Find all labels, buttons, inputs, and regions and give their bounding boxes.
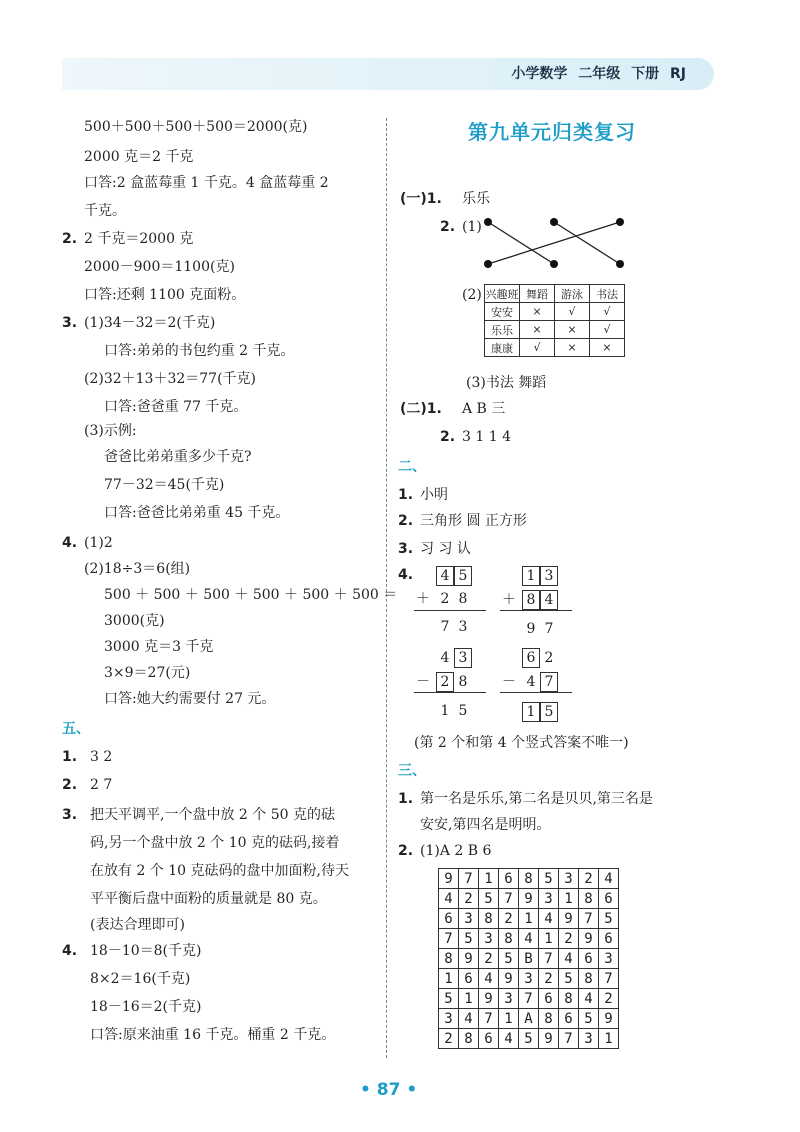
match-dot — [616, 260, 624, 268]
grid-cell: 8 — [559, 989, 579, 1009]
grid-cell: 8 — [479, 909, 499, 929]
vertical-calc-2 — [500, 566, 558, 638]
grid-cell: 7 — [559, 1029, 579, 1049]
grid-cell: 3 — [539, 889, 559, 909]
table-cell: 乐乐 — [485, 321, 520, 339]
table-header-cell: 兴趣班 — [485, 285, 520, 303]
section-heading: 五、 — [62, 721, 90, 737]
table-cell: √ — [555, 303, 590, 321]
digit: 4 — [440, 650, 450, 666]
answer-line: 习 习 认 — [420, 541, 471, 557]
grid-cell: 2 — [459, 889, 479, 909]
answer-line: 3 2 — [90, 749, 113, 765]
item-number: 2. — [62, 777, 78, 793]
grid-cell: 2 — [479, 949, 499, 969]
table-cell: 安安 — [485, 303, 520, 321]
answer-line: 在放有 2 个 10 克砝码的盘中加面粉,待天 — [90, 863, 349, 879]
grid-cell: 7 — [499, 889, 519, 909]
grid-cell: 7 — [539, 949, 559, 969]
grid-cell: 7 — [599, 969, 619, 989]
digit: 9 — [526, 621, 536, 637]
grid-cell: 1 — [519, 909, 539, 929]
answer-line: 把天平调平,一个盘中放 2 个 50 克的砝 — [90, 807, 335, 823]
answer-line: (1)2 — [84, 535, 113, 551]
answer-line: (1)34－32＝2(千克) — [84, 315, 216, 331]
item-number: 2. — [62, 231, 78, 247]
grid-cell: 6 — [439, 909, 459, 929]
answer-line: (1) — [462, 219, 482, 235]
grid-cell: 8 — [519, 869, 539, 889]
answer-line: A B 三 — [462, 401, 506, 417]
note-line: (第 2 个和第 4 个竖式答案不唯一) — [414, 735, 629, 751]
page-header — [62, 58, 714, 90]
item-number: 3. — [62, 315, 78, 331]
grid-cell: 9 — [439, 869, 459, 889]
item-number: 2. — [440, 429, 456, 445]
answer-line: (3)示例: — [84, 423, 137, 439]
digit-box: 7 — [540, 672, 558, 692]
calc-rule — [414, 692, 486, 693]
grid-cell: 9 — [479, 989, 499, 1009]
table-cell: × — [590, 339, 625, 357]
table-header-cell: 书法 — [590, 285, 625, 303]
grid-cell: 2 — [439, 1029, 459, 1049]
answer-line: 三角形 圆 正方形 — [420, 513, 527, 529]
grid-cell: 8 — [539, 1009, 559, 1029]
grid-cell: 7 — [579, 909, 599, 929]
answer-line: 口答:弟弟的书包约重 2 千克。 — [104, 343, 295, 359]
grid-cell: 7 — [519, 989, 539, 1009]
grid-cell: 6 — [479, 1029, 499, 1049]
answer-line: 码,另一个盘中放 2 个 10 克的砝码,接着 — [90, 835, 340, 851]
grid-cell: 3 — [599, 949, 619, 969]
grid-cell: 7 — [439, 929, 459, 949]
digit: 1 — [440, 703, 450, 719]
calc-rule — [414, 610, 486, 611]
grid-cell: 9 — [559, 909, 579, 929]
answer-line: 8×2＝16(千克) — [90, 971, 191, 987]
answer-line: 第一名是乐乐,第二名是贝贝,第三名是 — [420, 791, 653, 807]
grid-cell: 8 — [439, 949, 459, 969]
grid-cell: 5 — [519, 1029, 539, 1049]
grid-cell: 7 — [459, 869, 479, 889]
digit: 2 — [544, 650, 554, 666]
grid-cell: 8 — [459, 1029, 479, 1049]
vertical-calc-1 — [414, 566, 472, 636]
grid-cell: 6 — [499, 869, 519, 889]
answer-line: 3×9＝27(元) — [104, 665, 191, 681]
answer-line: 口答:原来油重 16 千克。桶重 2 千克。 — [90, 1027, 336, 1043]
table-header-cell: 游泳 — [555, 285, 590, 303]
grid-cell: 1 — [539, 929, 559, 949]
grid-cell: 6 — [599, 929, 619, 949]
item-number: 1. — [62, 749, 78, 765]
digit: 7 — [440, 619, 450, 635]
grid-cell: B — [519, 949, 539, 969]
table-cell: 康康 — [485, 339, 520, 357]
answer-line: 18－10＝8(千克) — [90, 943, 202, 959]
grid-cell: 2 — [539, 969, 559, 989]
operator: ＋ — [416, 591, 430, 607]
answer-line: 18－16＝2(千克) — [90, 999, 202, 1015]
grid-cell: 4 — [479, 969, 499, 989]
answer-line: 2000 克＝2 千克 — [84, 149, 194, 165]
answer-line: (3)书法 舞蹈 — [466, 375, 547, 391]
answer-line: 口答:爸爸比弟弟重 45 千克。 — [104, 505, 290, 521]
item-number: 2. — [398, 843, 414, 859]
grid-cell: 6 — [559, 1009, 579, 1029]
grid-cell: 6 — [539, 989, 559, 1009]
grid-cell: 9 — [459, 949, 479, 969]
grid-cell: 4 — [599, 869, 619, 889]
grid-cell: 3 — [559, 869, 579, 889]
grid-cell: 5 — [559, 969, 579, 989]
answer-line: 77－32＝45(千克) — [104, 477, 225, 493]
grid-cell: 6 — [579, 949, 599, 969]
answer-line: 口答:爸爸重 77 千克。 — [104, 399, 248, 415]
table-cell: × — [555, 321, 590, 339]
interest-class-table — [484, 284, 625, 357]
item-number: 2. — [398, 513, 414, 529]
grid-cell: 9 — [499, 969, 519, 989]
digit: 8 — [458, 591, 468, 607]
item-number: (一)1. — [400, 191, 442, 207]
digit-box: 4 — [436, 566, 454, 586]
matching-lines-diagram — [480, 214, 630, 272]
section-heading: 三、 — [398, 763, 426, 779]
operator: ＋ — [502, 592, 516, 608]
grid-cell: 2 — [559, 929, 579, 949]
digit-box: 5 — [454, 566, 472, 586]
answer-line: (2) — [462, 287, 482, 303]
answer-line: 2 千克＝2000 克 — [84, 231, 194, 247]
grid-cell: 4 — [559, 949, 579, 969]
grid-cell: 5 — [479, 889, 499, 909]
match-dot — [616, 218, 624, 226]
answer-line: 500＋500＋500＋500＝2000(克) — [84, 119, 308, 135]
item-number: 1. — [398, 487, 414, 503]
vertical-calc-3 — [414, 648, 472, 720]
answer-line: 2000－900＝1100(克) — [84, 259, 235, 275]
grid-cell: 3 — [439, 1009, 459, 1029]
grid-cell: 9 — [539, 1029, 559, 1049]
digit-box: 3 — [540, 566, 558, 586]
grid-cell: 4 — [579, 989, 599, 1009]
grid-cell: 4 — [459, 1009, 479, 1029]
operator: － — [416, 674, 430, 690]
grid-cell: 1 — [499, 1009, 519, 1029]
table-cell: × — [520, 321, 555, 339]
answer-line: 2 7 — [90, 777, 113, 793]
grid-cell: 1 — [439, 969, 459, 989]
table-cell: √ — [590, 303, 625, 321]
digit-box: 5 — [540, 702, 558, 722]
digit: 7 — [544, 621, 554, 637]
item-number: 4. — [62, 535, 78, 551]
match-line — [488, 222, 620, 264]
answer-line: 小明 — [420, 487, 448, 503]
digit-box: 1 — [522, 702, 540, 722]
item-number: 4. — [62, 943, 78, 959]
book-title: 小学数学 二年级 下册 RJ — [511, 66, 686, 82]
match-dot — [550, 260, 558, 268]
section-heading: 二、 — [398, 459, 426, 475]
answer-line: 爸爸比弟弟重多少千克? — [104, 449, 252, 465]
grid-cell: 4 — [499, 1029, 519, 1049]
grid-cell: 2 — [579, 869, 599, 889]
grid-cell: 2 — [499, 909, 519, 929]
digit-box: 6 — [522, 648, 540, 668]
grid-cell: 3 — [579, 1029, 599, 1049]
answer-line: 3 1 1 4 — [462, 429, 511, 445]
answer-line: 3000(克) — [104, 613, 165, 629]
answer-line: 3000 克＝3 千克 — [104, 639, 214, 655]
grid-cell: 9 — [579, 929, 599, 949]
answer-line: (2)32＋13＋32＝77(千克) — [84, 371, 257, 387]
answer-line: 口答:还剩 1100 克面粉。 — [84, 287, 246, 303]
answer-line: 口答:2 盒蓝莓重 1 千克。4 盒蓝莓重 2 — [84, 175, 329, 191]
grid-cell: 5 — [539, 869, 559, 889]
digit: 5 — [458, 703, 468, 719]
grid-cell: 3 — [479, 929, 499, 949]
match-line — [554, 222, 620, 264]
grid-cell: A — [519, 1009, 539, 1029]
page-number: • 87 • — [360, 1080, 418, 1100]
vertical-calc-4 — [500, 648, 558, 722]
answer-line: 平平衡后盘中面粉的质量就是 80 克。 — [90, 891, 327, 907]
grid-cell: 8 — [579, 889, 599, 909]
digit-box: 2 — [436, 672, 454, 692]
grid-cell: 2 — [599, 989, 619, 1009]
item-number: 1. — [398, 791, 414, 807]
item-number: 2. — [440, 219, 456, 235]
item-number: 3. — [398, 541, 414, 557]
answer-line: 安安,第四名是明明。 — [420, 817, 551, 833]
grid-cell: 6 — [599, 889, 619, 909]
grid-cell: 1 — [559, 889, 579, 909]
answer-line: 500 ＋ 500 ＋ 500 ＋ 500 ＋ 500 ＋ 500 ＝ — [104, 587, 398, 603]
table-cell: × — [520, 303, 555, 321]
answer-line: (表达合理即可) — [90, 917, 185, 933]
grid-cell: 5 — [579, 1009, 599, 1029]
grid-cell: 3 — [459, 909, 479, 929]
item-number: 4. — [398, 567, 414, 583]
grid-cell: 3 — [499, 989, 519, 1009]
match-dot — [484, 218, 492, 226]
unit-title: 第九单元归类复习 — [468, 120, 636, 144]
grid-cell: 1 — [459, 989, 479, 1009]
table-header-cell: 舞蹈 — [520, 285, 555, 303]
digit: 4 — [526, 674, 536, 690]
grid-cell: 4 — [539, 909, 559, 929]
number-grid — [438, 868, 619, 1049]
grid-cell: 5 — [599, 909, 619, 929]
grid-cell: 5 — [499, 949, 519, 969]
grid-cell: 4 — [519, 929, 539, 949]
digit: 8 — [458, 674, 468, 690]
match-line — [488, 222, 554, 264]
answer-line: 乐乐 — [462, 191, 490, 207]
answer-line: (2)18÷3＝6(组) — [84, 561, 191, 577]
grid-cell: 9 — [599, 1009, 619, 1029]
grid-cell: 6 — [459, 969, 479, 989]
digit-box: 8 — [522, 590, 540, 610]
match-dot — [484, 260, 492, 268]
digit-box: 3 — [454, 648, 472, 668]
grid-cell: 5 — [459, 929, 479, 949]
grid-cell: 3 — [519, 969, 539, 989]
item-number: 3. — [62, 807, 78, 823]
grid-cell: 8 — [499, 929, 519, 949]
grid-cell: 1 — [479, 869, 499, 889]
digit-box: 4 — [540, 590, 558, 610]
grid-cell: 7 — [479, 1009, 499, 1029]
answer-line: (1)A 2 B 6 — [420, 843, 492, 859]
item-number: (二)1. — [400, 401, 442, 417]
grid-cell: 9 — [519, 889, 539, 909]
grid-cell: 4 — [439, 889, 459, 909]
table-cell: √ — [520, 339, 555, 357]
calc-rule — [500, 610, 572, 611]
digit-box: 1 — [522, 566, 540, 586]
operator: － — [502, 674, 516, 690]
match-dot — [550, 218, 558, 226]
table-cell: × — [555, 339, 590, 357]
grid-cell: 5 — [439, 989, 459, 1009]
digit: 3 — [458, 619, 468, 635]
digit: 2 — [440, 591, 450, 607]
table-cell: √ — [590, 321, 625, 339]
answer-line: 口答:她大约需要付 27 元。 — [104, 691, 276, 707]
grid-cell: 1 — [599, 1029, 619, 1049]
answer-line: 千克。 — [84, 203, 126, 219]
calc-rule — [500, 692, 572, 693]
grid-cell: 8 — [579, 969, 599, 989]
